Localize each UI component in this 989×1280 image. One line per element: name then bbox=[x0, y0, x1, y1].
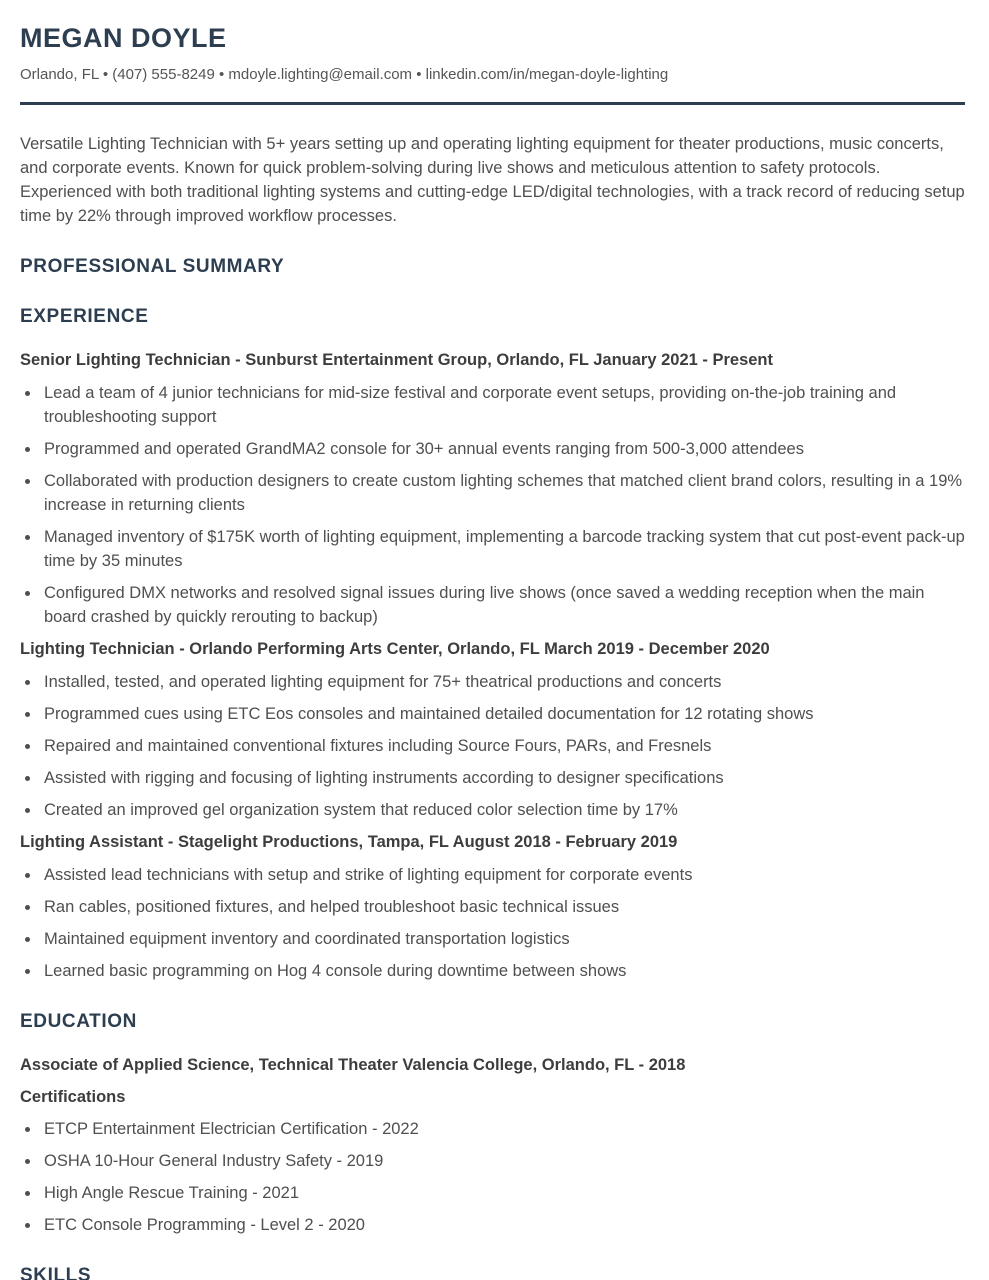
bullet-item: • Collaborated with production designers to create custom lighting schemes that matched client brand colors, resulting in a 19% increase in returning clients bbox=[41, 469, 965, 517]
job-entry bbox=[20, 637, 965, 822]
section-heading-professional-summary: PROFESSIONAL SUMMARY bbox=[20, 256, 285, 277]
job-title: Lighting Technician - Orlando Performing Arts Center, Orlando, FL March 2019 - December 2020 bbox=[20, 640, 770, 658]
bullet-item: • ETC Console Programming - Level 2 - 2020 bbox=[41, 1213, 965, 1237]
resume-name: MEGAN DOYLE bbox=[20, 23, 227, 53]
bullet-item: • Installed, tested, and operated lighting equipment for 75+ theatrical productions and concerts bbox=[41, 670, 965, 694]
bullet-item: • Programmed cues using ETC Eos consoles and maintained detailed documentation for 12 rotating shows bbox=[41, 702, 965, 726]
bullet-item: • Managed inventory of $175K worth of lighting equipment, implementing a barcode tracking system that cut post-event pack-up time by 35 minutes bbox=[41, 525, 965, 573]
section-heading-education: EDUCATION bbox=[20, 1011, 137, 1032]
job-bullet-list bbox=[20, 670, 965, 822]
job-title: Lighting Assistant - Stagelight Productions, Tampa, FL August 2018 - February 2019 bbox=[20, 833, 678, 851]
job-entry bbox=[20, 830, 965, 983]
section-heading-experience: EXPERIENCE bbox=[20, 306, 149, 327]
bullet-item: • Maintained equipment inventory and coordinated transportation logistics bbox=[41, 927, 965, 951]
job-title: Senior Lighting Technician - Sunburst Entertainment Group, Orlando, FL January 2021 - Present bbox=[20, 351, 774, 369]
certification-list bbox=[20, 1117, 965, 1237]
bullet-item: • Learned basic programming on Hog 4 console during downtime between shows bbox=[41, 959, 965, 983]
bullet-item: • Configured DMX networks and resolved signal issues during live shows (once saved a wedding reception when the main board crashed by quickly rerouting to backup) bbox=[41, 581, 965, 629]
resume-page bbox=[0, 24, 989, 1280]
bullet-item: • Assisted lead technicians with setup and strike of lighting equipment for corporate events bbox=[41, 863, 965, 887]
bullet-item: • High Angle Rescue Training - 2021 bbox=[41, 1181, 965, 1205]
education-degree: Associate of Applied Science, Technical Theater Valencia College, Orlando, FL - 2018 bbox=[20, 1056, 686, 1074]
bullet-item: • Lead a team of 4 junior technicians for mid-size festival and corporate event setups, providing on-the-job training and troubleshooting support bbox=[41, 381, 965, 429]
bullet-item: • Ran cables, positioned fixtures, and helped troubleshoot basic technical issues bbox=[41, 895, 965, 919]
header-divider bbox=[20, 102, 965, 105]
bullet-item: • OSHA 10-Hour General Industry Safety - 2019 bbox=[41, 1149, 965, 1173]
contact-line: Orlando, FL • (407) 555-8249 • mdoyle.lighting@email.com • linkedin.com/in/megan-doyle-lighting bbox=[20, 66, 669, 83]
certifications-label: Certifications bbox=[20, 1088, 126, 1106]
job-bullet-list bbox=[20, 863, 965, 983]
bullet-item: • ETCP Entertainment Electrician Certification - 2022 bbox=[41, 1117, 965, 1141]
bullet-item: • Assisted with rigging and focusing of lighting instruments according to designer specifications bbox=[41, 766, 965, 790]
bullet-item: • Created an improved gel organization system that reduced color selection time by 17% bbox=[41, 798, 965, 822]
job-bullet-list bbox=[20, 381, 965, 629]
job-entry bbox=[20, 348, 965, 629]
bullet-item: • Programmed and operated GrandMA2 console for 30+ annual events ranging from 500-3,000 attendees bbox=[41, 437, 965, 461]
bullet-item: • Repaired and maintained conventional fixtures including Source Fours, PARs, and Fresnels bbox=[41, 734, 965, 758]
section-heading-skills: SKILLS bbox=[20, 1265, 92, 1280]
summary-paragraph: Versatile Lighting Technician with 5+ years setting up and operating lighting equipment for theater productions, music concerts, and corporate events. Known for quick problem-solving during live shows and meticulous attention to safety protocols. Experienced with both traditional lighting systems and cutting-edge LED/digital technologies, with a track record of reducing setup time by 22% through improved workflow processes. bbox=[20, 135, 965, 225]
